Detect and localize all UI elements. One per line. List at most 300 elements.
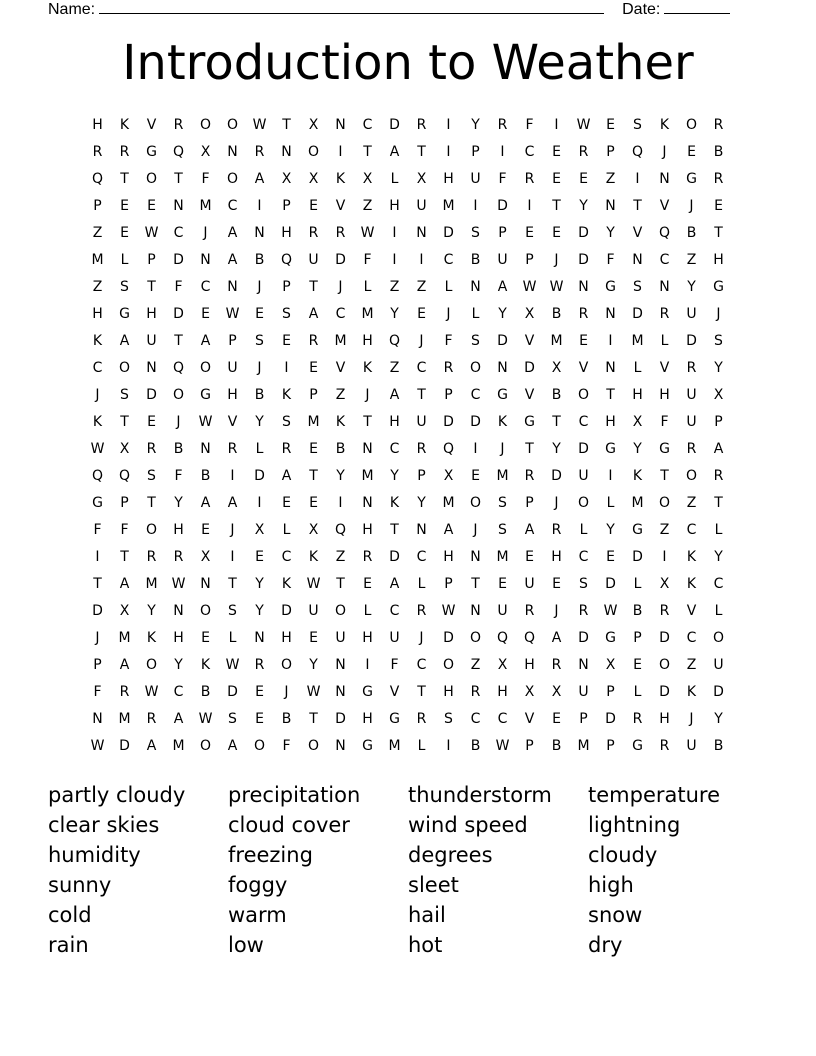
word-bank-item: snow [588, 903, 643, 927]
grid-letter: K [92, 414, 103, 430]
grid-letter: J [554, 252, 559, 268]
grid-letter: E [309, 198, 318, 214]
grid-letter: M [442, 198, 455, 214]
grid-letter: J [419, 630, 424, 646]
grid-letter: E [471, 468, 480, 484]
grid-letter: T [363, 144, 372, 160]
grid-letter: I [95, 549, 100, 565]
grid-letter: U [686, 387, 697, 403]
grid-letter: W [549, 279, 564, 295]
grid-letter: J [473, 522, 478, 538]
grid-row [84, 436, 732, 463]
grid-letter: N [335, 684, 346, 700]
grid-letter: Z [362, 198, 373, 214]
grid-letter: N [173, 198, 184, 214]
grid-letter: M [496, 468, 509, 484]
grid-letter: T [282, 117, 291, 133]
word-bank-item: lightning [588, 813, 681, 837]
letter-grid [84, 112, 732, 760]
grid-letter: M [631, 495, 644, 511]
grid-letter: N [227, 279, 238, 295]
grid-letter: U [686, 414, 697, 430]
grid-letter: W [90, 441, 105, 457]
grid-letter: X [632, 414, 643, 430]
grid-letter: C [281, 549, 292, 565]
grid-letter: D [335, 252, 346, 268]
word-column [48, 780, 228, 960]
grid-letter: S [498, 495, 507, 511]
grid-letter: V [578, 360, 589, 376]
grid-letter: W [306, 684, 321, 700]
grid-letter: E [606, 549, 615, 565]
grid-row [84, 733, 732, 760]
grid-row [84, 166, 732, 193]
grid-letter: A [281, 468, 292, 484]
word-column [588, 780, 768, 960]
grid-letter: V [227, 414, 238, 430]
grid-letter: U [497, 252, 508, 268]
grid-letter: P [417, 468, 426, 484]
grid-letter: R [254, 657, 265, 673]
grid-letter: S [444, 711, 453, 727]
grid-letter: J [689, 711, 694, 727]
grid-letter: N [146, 360, 157, 376]
grid-letter: D [605, 711, 616, 727]
grid-letter: W [252, 117, 267, 133]
grid-letter: H [443, 549, 454, 565]
grid-letter: Z [686, 495, 697, 511]
grid-letter: E [255, 711, 264, 727]
grid-letter: G [146, 144, 157, 160]
grid-letter: M [496, 549, 509, 565]
grid-letter: P [147, 252, 156, 268]
grid-letter: U [578, 468, 589, 484]
grid-letter: M [361, 468, 374, 484]
grid-letter: E [552, 144, 561, 160]
grid-letter: Y [174, 657, 183, 673]
grid-letter: M [388, 738, 401, 754]
grid-letter: G [605, 630, 616, 646]
grid-letter: C [686, 630, 697, 646]
grid-letter: Z [659, 522, 670, 538]
grid-letter: V [524, 387, 535, 403]
grid-letter: E [687, 144, 696, 160]
grid-letter: X [605, 657, 616, 673]
grid-letter: U [146, 333, 157, 349]
grid-letter: Y [255, 576, 264, 592]
grid-letter: W [198, 711, 213, 727]
grid-letter: C [416, 549, 427, 565]
grid-letter: B [632, 603, 643, 619]
grid-row [84, 544, 732, 571]
grid-letter: O [145, 522, 158, 538]
grid-letter: N [578, 657, 589, 673]
grid-row [84, 139, 732, 166]
grid-letter: V [146, 117, 157, 133]
grid-letter: P [228, 333, 237, 349]
grid-letter: J [338, 279, 343, 295]
grid-letter: O [469, 360, 482, 376]
grid-letter: S [714, 333, 723, 349]
grid-letter: N [254, 630, 265, 646]
grid-letter: W [198, 414, 213, 430]
grid-letter: N [605, 360, 616, 376]
grid-letter: L [660, 333, 669, 349]
grid-letter: Q [280, 252, 293, 268]
word-bank-item: degrees [408, 843, 493, 867]
grid-letter: N [632, 252, 643, 268]
word-column [228, 780, 408, 960]
grid-letter: D [713, 684, 724, 700]
grid-letter: L [471, 306, 480, 322]
grid-letter: H [659, 387, 670, 403]
grid-letter: P [606, 684, 615, 700]
grid-letter: V [659, 360, 670, 376]
grid-letter: N [659, 171, 670, 187]
grid-letter: W [144, 684, 159, 700]
grid-letter: S [228, 711, 237, 727]
grid-letter: C [578, 549, 589, 565]
grid-letter: R [416, 441, 427, 457]
grid-letter: I [608, 468, 613, 484]
grid-row [84, 679, 732, 706]
grid-letter: R [659, 306, 670, 322]
grid-letter: R [146, 549, 157, 565]
grid-letter: R [578, 144, 589, 160]
grid-letter: R [308, 333, 319, 349]
grid-row [84, 571, 732, 598]
grid-letter: T [120, 171, 129, 187]
grid-letter: R [524, 171, 535, 187]
grid-letter: H [524, 657, 535, 673]
grid-letter: S [228, 603, 237, 619]
grid-letter: Y [417, 495, 426, 511]
grid-letter: R [551, 522, 562, 538]
grid-letter: T [309, 711, 318, 727]
grid-letter: O [199, 117, 212, 133]
grid-letter: P [93, 657, 102, 673]
grid-letter: D [632, 306, 643, 322]
grid-letter: I [473, 441, 478, 457]
grid-letter: E [201, 306, 210, 322]
grid-letter: I [338, 144, 343, 160]
grid-letter: N [470, 549, 481, 565]
word-bank-item: cloud cover [228, 813, 350, 837]
grid-letter: Y [309, 657, 318, 673]
grid-letter: P [606, 144, 615, 160]
grid-letter: T [660, 468, 669, 484]
word-bank-item: cloudy [588, 843, 658, 867]
grid-letter: L [714, 603, 723, 619]
grid-letter: R [173, 117, 184, 133]
grid-letter: U [416, 414, 427, 430]
grid-letter: G [389, 711, 400, 727]
grid-letter: N [605, 198, 616, 214]
grid-letter: W [522, 279, 537, 295]
grid-letter: Q [118, 468, 131, 484]
grid-letter: E [255, 306, 264, 322]
grid-letter: U [497, 603, 508, 619]
grid-letter: J [500, 441, 505, 457]
grid-letter: N [470, 603, 481, 619]
grid-letter: D [632, 549, 643, 565]
grid-letter: K [659, 117, 670, 133]
grid-letter: J [554, 603, 559, 619]
grid-letter: M [307, 414, 320, 430]
grid-letter: Y [714, 711, 723, 727]
grid-letter: I [257, 198, 262, 214]
grid-letter: B [686, 225, 697, 241]
grid-letter: A [119, 333, 130, 349]
grid-letter: D [578, 225, 589, 241]
name-field[interactable] [99, 0, 604, 14]
grid-letter: H [362, 333, 373, 349]
grid-letter: T [552, 198, 561, 214]
grid-row [84, 220, 732, 247]
grid-letter: M [361, 306, 374, 322]
grid-letter: Y [174, 495, 183, 511]
grid-letter: F [606, 252, 615, 268]
grid-letter: H [92, 306, 103, 322]
grid-letter: M [118, 630, 131, 646]
grid-letter: E [309, 630, 318, 646]
grid-letter: T [147, 495, 156, 511]
grid-letter: K [686, 576, 697, 592]
word-bank-item: hot [408, 933, 443, 957]
grid-letter: B [551, 306, 562, 322]
grid-letter: D [443, 225, 454, 241]
grid-letter: D [605, 576, 616, 592]
grid-letter: C [389, 441, 400, 457]
grid-letter: Y [714, 549, 723, 565]
grid-letter: O [469, 495, 482, 511]
grid-letter: J [203, 225, 208, 241]
grid-letter: R [92, 144, 103, 160]
grid-letter: H [92, 117, 103, 133]
grid-letter: R [659, 603, 670, 619]
grid-letter: G [713, 279, 724, 295]
word-bank-item: wind speed [408, 813, 528, 837]
grid-letter: D [659, 630, 670, 646]
grid-letter: G [686, 171, 697, 187]
grid-letter: M [550, 333, 563, 349]
grid-letter: O [253, 738, 266, 754]
grid-letter: O [334, 603, 347, 619]
grid-letter: O [577, 387, 590, 403]
grid-row [84, 598, 732, 625]
grid-letter: H [659, 711, 670, 727]
grid-letter: N [362, 495, 373, 511]
grid-letter: O [685, 117, 698, 133]
grid-letter: D [389, 117, 400, 133]
grid-letter: O [145, 171, 158, 187]
word-bank-item: cold [48, 903, 92, 927]
grid-letter: X [416, 171, 427, 187]
word-bank-item: humidity [48, 843, 141, 867]
grid-letter: C [686, 522, 697, 538]
date-label: Date: [622, 1, 661, 18]
grid-letter: B [713, 738, 724, 754]
grid-letter: O [712, 630, 725, 646]
grid-letter: T [120, 549, 129, 565]
grid-letter: Q [172, 360, 185, 376]
grid-letter: E [552, 171, 561, 187]
grid-letter: X [119, 441, 130, 457]
grid-letter: H [362, 522, 373, 538]
grid-letter: C [416, 360, 427, 376]
grid-letter: P [282, 279, 291, 295]
grid-letter: D [470, 414, 481, 430]
grid-letter: N [605, 306, 616, 322]
grid-letter: B [281, 711, 292, 727]
grid-letter: O [199, 603, 212, 619]
grid-letter: Z [605, 171, 616, 187]
grid-letter: V [335, 360, 346, 376]
grid-letter: O [199, 360, 212, 376]
grid-letter: A [200, 333, 211, 349]
grid-letter: J [95, 630, 100, 646]
grid-letter: Y [552, 441, 561, 457]
grid-letter: R [578, 603, 589, 619]
grid-letter: M [199, 198, 212, 214]
grid-letter: R [713, 117, 724, 133]
grid-letter: A [497, 279, 508, 295]
grid-letter: L [633, 360, 642, 376]
grid-row [84, 247, 732, 274]
grid-letter: A [713, 441, 724, 457]
grid-letter: L [633, 576, 642, 592]
grid-letter: A [389, 144, 400, 160]
grid-letter: I [446, 117, 451, 133]
grid-letter: Q [91, 171, 104, 187]
word-bank-item: low [228, 933, 264, 957]
grid-letter: L [363, 279, 372, 295]
grid-letter: L [228, 630, 237, 646]
grid-letter: O [118, 360, 131, 376]
grid-letter: X [524, 684, 535, 700]
grid-letter: J [419, 333, 424, 349]
grid-letter: F [282, 738, 291, 754]
word-bank-item: precipitation [228, 783, 361, 807]
grid-letter: E [417, 306, 426, 322]
grid-letter: I [392, 225, 397, 241]
grid-letter: E [363, 576, 372, 592]
grid-letter: X [200, 144, 211, 160]
grid-letter: Y [687, 279, 696, 295]
grid-letter: H [443, 171, 454, 187]
grid-letter: V [389, 684, 400, 700]
grid-letter: R [497, 117, 508, 133]
word-bank-item: hail [408, 903, 446, 927]
grid-letter: C [92, 360, 103, 376]
word-bank-item: clear skies [48, 813, 160, 837]
grid-letter: D [173, 306, 184, 322]
grid-letter: N [227, 144, 238, 160]
grid-letter: Y [606, 522, 615, 538]
grid-row [84, 193, 732, 220]
word-bank-item: rain [48, 933, 89, 957]
grid-letter: H [632, 387, 643, 403]
grid-letter: A [227, 225, 238, 241]
grid-letter: R [227, 441, 238, 457]
grid-letter: B [470, 738, 481, 754]
grid-letter: V [632, 225, 643, 241]
grid-letter: O [469, 630, 482, 646]
grid-letter: U [308, 603, 319, 619]
grid-letter: X [362, 171, 373, 187]
grid-letter: P [606, 738, 615, 754]
grid-letter: J [257, 360, 262, 376]
grid-letter: Q [442, 441, 455, 457]
grid-letter: R [416, 711, 427, 727]
grid-letter: I [338, 495, 343, 511]
grid-letter: X [308, 171, 319, 187]
grid-letter: N [200, 441, 211, 457]
grid-letter: C [470, 711, 481, 727]
grid-letter: L [417, 576, 426, 592]
grid-letter: X [281, 171, 292, 187]
grid-letter: S [471, 333, 480, 349]
grid-letter: Y [471, 117, 480, 133]
grid-letter: N [470, 279, 481, 295]
grid-letter: U [227, 360, 238, 376]
grid-letter: F [444, 333, 453, 349]
grid-letter: V [335, 198, 346, 214]
grid-letter: M [118, 711, 131, 727]
word-bank-item: temperature [588, 783, 720, 807]
word-bank-item: sunny [48, 873, 112, 897]
grid-letter: W [144, 225, 159, 241]
grid-letter: B [173, 441, 184, 457]
grid-letter: S [471, 225, 480, 241]
grid-letter: S [633, 117, 642, 133]
grid-letter: R [524, 603, 535, 619]
grid-letter: D [443, 414, 454, 430]
grid-letter: Z [389, 360, 400, 376]
grid-letter: X [308, 117, 319, 133]
grid-letter: A [173, 711, 184, 727]
grid-letter: Y [390, 468, 399, 484]
grid-letter: C [416, 657, 427, 673]
grid-letter: P [120, 495, 129, 511]
grid-letter: K [92, 333, 103, 349]
date-field[interactable] [664, 0, 730, 14]
grid-letter: C [497, 711, 508, 727]
grid-letter: L [606, 495, 615, 511]
grid-letter: F [120, 522, 129, 538]
grid-letter: G [605, 441, 616, 457]
grid-letter: O [685, 468, 698, 484]
grid-letter: C [659, 252, 670, 268]
grid-letter: U [416, 198, 427, 214]
grid-letter: Q [658, 225, 671, 241]
grid-row [84, 112, 732, 139]
grid-letter: O [226, 117, 239, 133]
grid-letter: K [281, 576, 292, 592]
grid-letter: D [497, 333, 508, 349]
grid-letter: J [230, 522, 235, 538]
grid-letter: T [606, 387, 615, 403]
grid-letter: L [282, 522, 291, 538]
grid-letter: K [686, 684, 697, 700]
grid-letter: N [578, 279, 589, 295]
grid-letter: P [633, 630, 642, 646]
grid-letter: C [524, 144, 535, 160]
grid-letter: X [713, 387, 724, 403]
grid-letter: Z [92, 279, 103, 295]
word-bank [48, 780, 768, 960]
grid-letter: Z [686, 657, 697, 673]
